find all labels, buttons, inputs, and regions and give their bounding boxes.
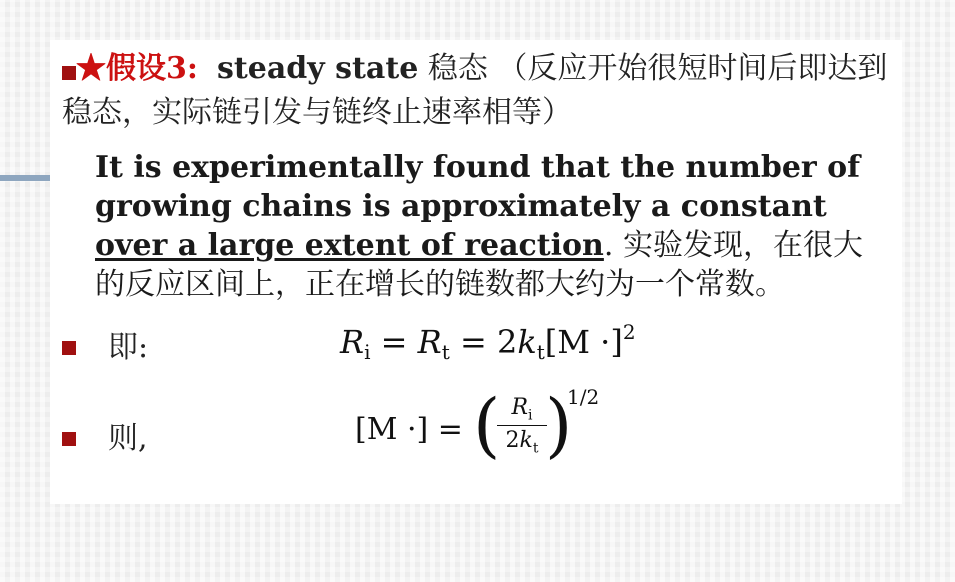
bullet-row-1 [62, 322, 148, 366]
decorative-line [0, 175, 52, 181]
exponent: 1/2 [567, 385, 600, 409]
equation-lhs: [M ·] = [355, 412, 463, 447]
bullet-square-icon [62, 432, 76, 446]
assumption-description: 稳态 （反应开始很短时间后即达到稳态，实际链引发与链终止速率相等） [62, 51, 888, 130]
paragraph-english: It is experimentally found that the number of growing chains is approximately a constant [95, 150, 861, 224]
explanation-paragraph [95, 148, 892, 304]
right-paren: ) [545, 384, 573, 466]
bullet-square-icon [62, 66, 76, 80]
paragraph-underlined: over a large extent of reaction [95, 228, 604, 263]
assumption-label: ★假设3: [76, 51, 198, 86]
steady-state-term: steady state [217, 51, 419, 86]
bullet-label: 则, [108, 421, 148, 456]
equation-rate-balance: $R_i = R_t = 2k_t[M \cdot]^2$ [340, 320, 636, 364]
left-paren: ( [473, 384, 501, 466]
fraction-denominator: $2k_t$ [505, 428, 539, 457]
fraction-numerator: $R_i$ [497, 395, 547, 426]
paragraph-chinese: . 实验发现，在很大的反应区间上，正在增长的链数都大约为一个常数。 [95, 228, 863, 302]
bullet-label: 即: [108, 330, 149, 365]
bullet-row-2 [62, 413, 148, 457]
assumption-heading [62, 47, 902, 135]
fraction [497, 395, 547, 457]
bullet-square-icon [62, 341, 76, 355]
